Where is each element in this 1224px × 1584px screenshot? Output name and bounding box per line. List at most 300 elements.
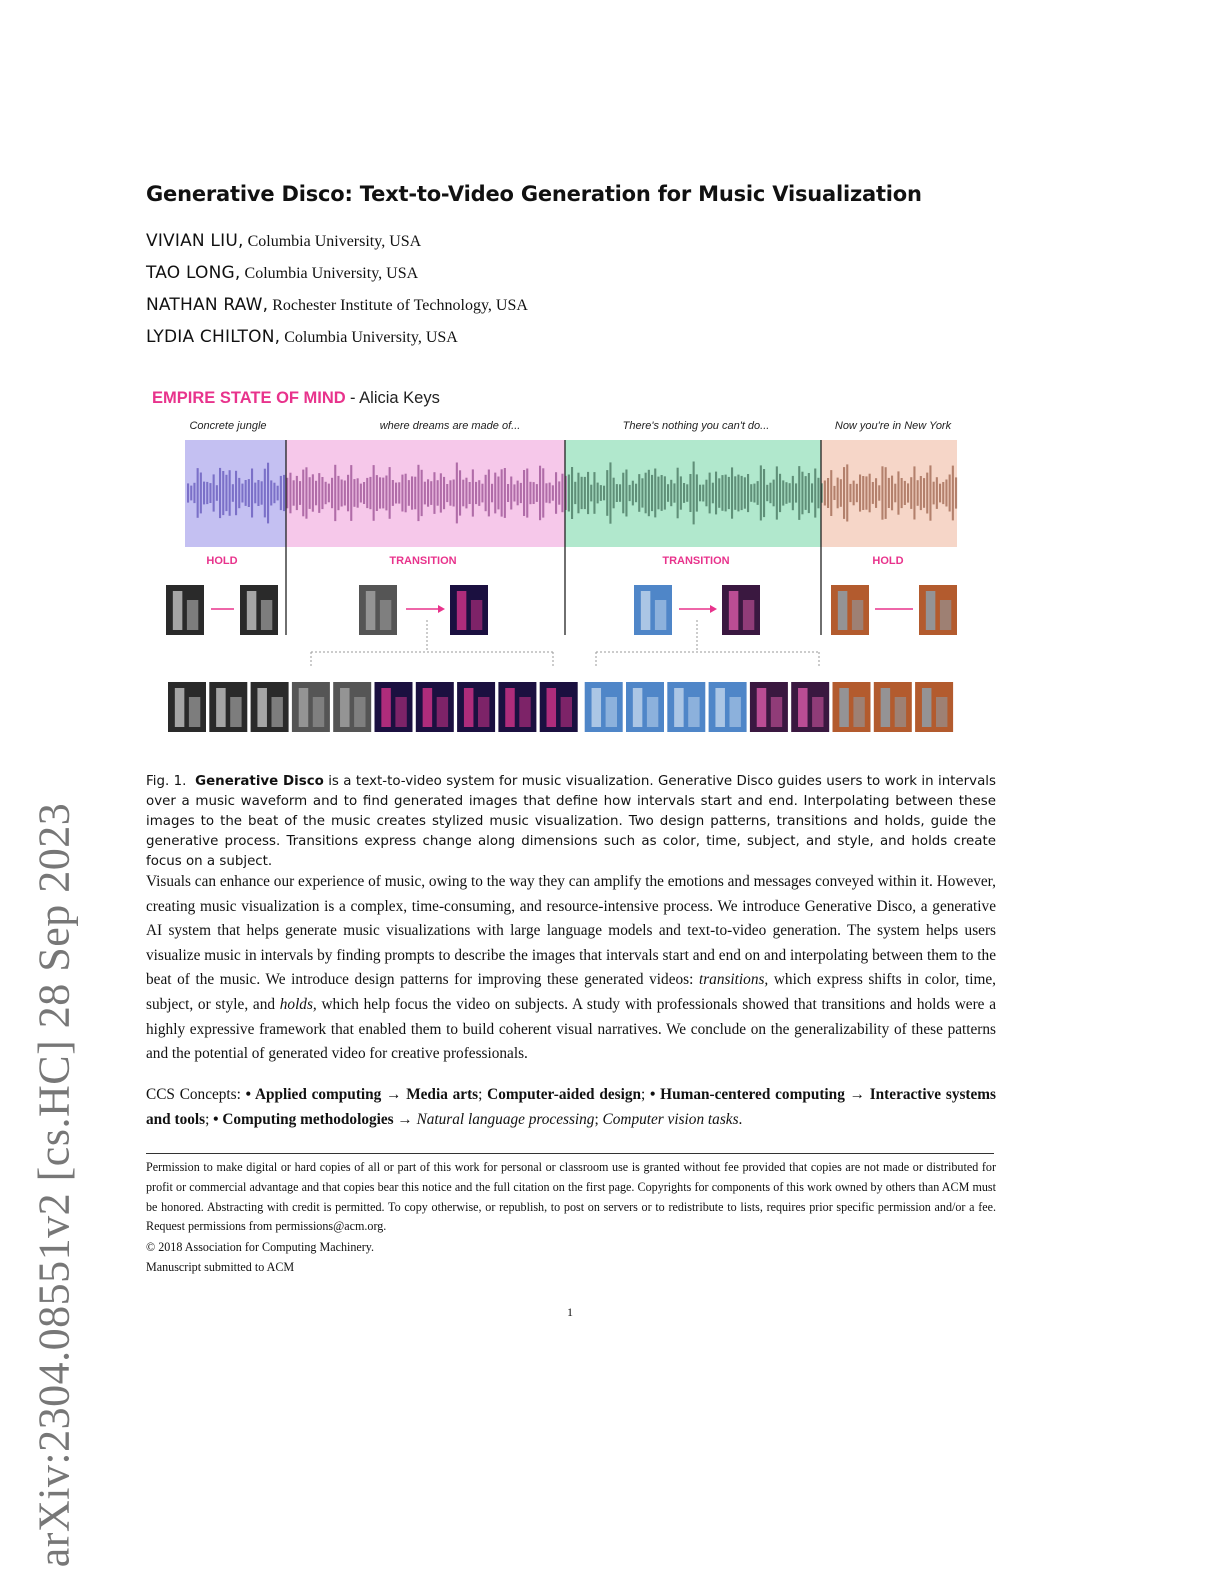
waveform-bar [571, 467, 573, 519]
lyric-label: Concrete jungle [189, 420, 267, 432]
waveform-bar [225, 475, 227, 511]
interpolated-frame [915, 682, 953, 732]
permission-notice: Permission to make digital or hard copies of all or part of this work for personal or classroom use is granted without fee provided that copies are not made or distributed for profit or commercial advantage and that copies bear this notice and the full citation on the first page. Copyrights for components of this work owned by others than ACM must be honored. Abstracting with credit is permitted. To copy otherwise, or republish, to post on servers or to redistribute to lists, requires prior specific permission and/or a fee. Request permissions from permissions@acm.org. [146, 1160, 996, 1234]
waveform-bar [555, 472, 557, 514]
waveform-bar [494, 473, 496, 514]
waveform-bar [792, 476, 794, 510]
waveform-bar [353, 479, 355, 507]
ccs-term: Computer-aided design [487, 1086, 641, 1103]
waveform-bar [232, 484, 234, 502]
waveform-bar [545, 483, 547, 502]
waveform-bar [510, 477, 512, 510]
waveform-bar [203, 482, 205, 505]
waveform-bar [341, 480, 343, 507]
waveform-bar [533, 482, 535, 504]
waveform-bar [936, 477, 938, 509]
waveform-bar [664, 476, 666, 509]
waveform-bar [366, 478, 368, 508]
waveform-bar [315, 481, 317, 506]
waveform-bar [715, 472, 717, 515]
transition-arrowhead [438, 605, 445, 613]
author-entry [146, 229, 528, 261]
waveform-bar [443, 477, 445, 509]
waveform-bar [737, 475, 739, 512]
waveform-bar [267, 463, 269, 524]
waveform-bar [539, 466, 541, 521]
ccs-arrow: → [844, 1086, 870, 1103]
interpolated-frame [540, 682, 578, 732]
waveform-bar [497, 477, 499, 510]
waveform-bar [629, 485, 631, 501]
waveform-bar [693, 462, 695, 525]
author-affiliation: Columbia University, USA [244, 265, 419, 282]
waveform-bar [744, 477, 746, 508]
interpolated-frame [874, 682, 912, 732]
waveform-bar [753, 484, 755, 503]
waveform-bar [209, 483, 211, 503]
waveform-bar [491, 484, 493, 503]
waveform-bar [721, 475, 723, 511]
waveform-bar [395, 483, 397, 504]
author-entry [146, 261, 528, 293]
ccs-separator: ; [478, 1086, 488, 1103]
waveform-bar [766, 485, 768, 501]
keyframe-images [166, 585, 957, 635]
waveform-bar [929, 465, 931, 520]
waveform-bar [501, 469, 503, 516]
figure-1 [148, 382, 968, 742]
waveform-bar [814, 469, 816, 518]
waveform-bar [910, 477, 912, 509]
waveform-bar [833, 486, 835, 500]
waveform-bar [757, 481, 759, 505]
ccs-term: Natural language processing [416, 1110, 595, 1128]
waveform-bar [398, 482, 400, 503]
waveform-bar [526, 469, 528, 518]
waveform-bar [382, 478, 384, 509]
waveform-bar [725, 475, 727, 512]
waveform-bar [897, 471, 899, 514]
waveform-bar [763, 469, 765, 517]
waveform-bar [401, 475, 403, 512]
waveform-bar [798, 466, 800, 520]
waveform-bar [875, 478, 877, 508]
waveform-bar [577, 473, 579, 514]
waveform-bar [433, 472, 435, 514]
author-entry [146, 293, 528, 325]
waveform-bar [325, 482, 327, 504]
waveform-bar [293, 480, 295, 505]
waveform-bar [846, 464, 848, 521]
waveform-bar [520, 483, 522, 503]
waveform-bar [849, 484, 851, 502]
abstract-emphasis: transitions, [698, 971, 769, 989]
abstract-text: which express shifts in color, time, subject, or style, and [146, 971, 996, 1013]
interpolated-frame [750, 682, 788, 732]
interpolated-frame [667, 682, 705, 732]
author-affiliation: Rochester Institute of Technology, USA [272, 297, 528, 314]
author-name: NATHAN RAW, [146, 295, 269, 315]
waveform-bar [843, 467, 845, 519]
waveform-bar [801, 472, 803, 515]
waveform-bar [238, 478, 240, 508]
waveform-bar [549, 483, 551, 504]
waveform-bar [917, 480, 919, 506]
interpolated-frame [791, 682, 829, 732]
waveform-bar [747, 474, 749, 512]
interpolated-frame [333, 682, 371, 732]
author-name: LYDIA CHILTON, [146, 327, 281, 347]
author-affiliation: Columbia University, USA [247, 233, 422, 250]
waveform-bar [408, 480, 410, 506]
keyframe-thumbnail [450, 585, 488, 635]
waveform-bar [648, 470, 650, 516]
ccs-arrow: → [393, 1110, 417, 1128]
keyframe-thumbnail [240, 585, 278, 635]
song-title: EMPIRE STATE OF MIND [152, 389, 346, 407]
waveform-bar [885, 467, 887, 519]
waveform-bar [405, 474, 407, 513]
waveform-bar [920, 476, 922, 510]
waveform-bar [913, 466, 915, 519]
waveform-bar [728, 477, 730, 509]
waveform-bar [200, 473, 202, 514]
waveform-bar [894, 484, 896, 503]
author-entry [146, 325, 528, 357]
footnote-rule [146, 1153, 994, 1154]
ccs-separator: ; [640, 1086, 651, 1103]
waveform-bar [593, 472, 595, 514]
waveform-bar [523, 470, 525, 516]
waveform-bar [328, 484, 330, 503]
waveform-bar [193, 483, 195, 503]
ccs-term: • Applied computing [245, 1086, 382, 1103]
waveform-bar [600, 485, 602, 501]
transition-arrowhead [710, 605, 717, 613]
waveform-bar [347, 475, 349, 512]
waveform-bar [213, 474, 215, 511]
keyframe-thumbnail [166, 585, 204, 635]
waveform-bar [942, 482, 944, 504]
waveform-bar [472, 469, 474, 516]
waveform-bar [782, 480, 784, 505]
waveform-bar [853, 481, 855, 506]
waveform-bar [632, 481, 634, 506]
waveform-bar [760, 465, 762, 520]
waveform-bar [923, 478, 925, 508]
waveform-bar [670, 480, 672, 506]
waveform-bar [465, 478, 467, 509]
ccs-term: • Human-centered computing [650, 1086, 845, 1103]
waveform-bar [270, 480, 272, 505]
interpolated-frame [416, 682, 454, 732]
author-name: TAO LONG, [146, 263, 241, 283]
waveform-bar [702, 485, 704, 502]
waveform-bar [574, 482, 576, 504]
page-number: 1 [567, 1305, 573, 1319]
waveform-bar [718, 478, 720, 508]
waveform-bar [488, 470, 490, 517]
waveform-bar [536, 484, 538, 502]
waveform-bar [811, 483, 813, 502]
keyframe-thumbnail [359, 585, 397, 635]
waveform-bar [949, 475, 951, 512]
waveform-bar [424, 482, 426, 505]
lyric-label: There's nothing you can't do... [622, 420, 770, 432]
waveform-bar [302, 470, 304, 517]
waveform-bar [856, 484, 858, 502]
waveform-bar [830, 470, 832, 516]
waveform-bar [289, 473, 291, 514]
waveform-bar [363, 482, 365, 504]
waveform-bar [872, 482, 874, 504]
waveform-bar [699, 485, 701, 502]
waveform-bar [264, 469, 266, 518]
waveform-bar [430, 481, 432, 505]
waveform-bar [321, 477, 323, 509]
waveform-bar [891, 476, 893, 511]
waveform-bar [376, 475, 378, 511]
waveform-bar [331, 478, 333, 508]
waveform-bar [453, 480, 455, 507]
pattern-label-hold: HOLD [872, 555, 904, 567]
keyframe-thumbnail [919, 585, 957, 635]
waveform-bar [878, 485, 880, 500]
waveform-bar [667, 484, 669, 502]
waveform-bar [789, 483, 791, 503]
waveform-bar [417, 465, 419, 521]
waveform-bar [795, 483, 797, 502]
arxiv-identifier: arXiv:2304.08551v2 [cs.HC] 28 Sep 2023 [29, 802, 79, 1568]
waveform-bar [379, 477, 381, 508]
waveform-bar [712, 483, 714, 504]
waveform-bar [955, 477, 957, 508]
waveform-bar [645, 473, 647, 514]
waveform-bar [222, 471, 224, 515]
waveform-bar [939, 484, 941, 503]
waveform-bar [312, 474, 314, 511]
pattern-label-transition: TRANSITION [389, 555, 457, 567]
keyframe-thumbnail [722, 585, 760, 635]
pattern-label-hold: HOLD [206, 555, 238, 567]
pattern-label-transition: TRANSITION [662, 555, 730, 567]
waveform-bar [392, 480, 394, 506]
waveform-bar [661, 475, 663, 511]
waveform-bar [609, 462, 611, 523]
waveform-bar [680, 476, 682, 509]
waveform-bar [552, 485, 554, 500]
ccs-separator: ; [205, 1110, 214, 1128]
waveform-bar [504, 468, 506, 518]
waveform-bar [865, 476, 867, 509]
ccs-arrow: → [381, 1086, 407, 1103]
waveform-bar [683, 483, 685, 503]
waveform-bar [881, 466, 883, 519]
waveform-bar [357, 478, 359, 507]
waveform-bar [709, 473, 711, 514]
keyframe-thumbnail [831, 585, 869, 635]
waveform-bar [517, 481, 519, 506]
waveform-bar [817, 478, 819, 509]
waveform-bar [584, 477, 586, 509]
waveform-bar [485, 475, 487, 511]
paper-title: Generative Disco: Text-to-Video Generation for Music Visualization [146, 182, 922, 206]
waveform-bar [840, 479, 842, 507]
ccs-term: Interactive systems and tools [146, 1086, 996, 1128]
author-list [146, 229, 528, 357]
waveform-bar [673, 483, 675, 502]
waveform-bar [619, 484, 621, 502]
waveform-bar [437, 480, 439, 506]
waveform-bar [280, 476, 282, 510]
waveform-bar [785, 482, 787, 504]
waveform-bar [229, 470, 231, 516]
waveform-bar [837, 478, 839, 509]
caption-label: Fig. 1. [146, 774, 187, 789]
waveform-bar [597, 483, 599, 504]
interpolated-frame [709, 682, 747, 732]
waveform-bar [478, 480, 480, 506]
waveform-bar [507, 484, 509, 502]
ccs-concepts [146, 1083, 996, 1132]
waveform-bar [241, 484, 243, 503]
waveform-bar [769, 483, 771, 504]
waveform-bar [385, 476, 387, 511]
waveform-bar [952, 466, 954, 521]
waveform-bar [318, 473, 320, 513]
waveform-bar [859, 475, 861, 512]
author-name: VIVIAN LIU, [146, 231, 244, 251]
ccs-term: Computer vision tasks [602, 1110, 739, 1128]
interpolated-frame [833, 682, 871, 732]
waveform-bar [309, 477, 311, 509]
waveform-bar [235, 471, 237, 515]
waveform-bar [869, 474, 871, 513]
interpolated-frame [626, 682, 664, 732]
waveform-bar [590, 485, 592, 502]
waveform-bar [475, 482, 477, 504]
waveform-bar [305, 467, 307, 518]
caption-text: is a text-to-video system for music visualization. Generative Disco guides users to work in intervals over a music waveform and to find generated images that define how intervals start and end. Interpolating between these images to the beat of the music creates stylized music visualization. Two design patterns, transitions and holds, guide the generative process. Transitions express change along dimensions such as color, time, subject, and style, and holds create focus on a subject. [146, 774, 996, 869]
waveform-bar [245, 480, 247, 506]
waveform-bar [469, 482, 471, 504]
waveform-bar [568, 475, 570, 512]
waveform-bar [257, 480, 259, 506]
waveform-bar [558, 481, 560, 504]
waveform-bar [440, 473, 442, 512]
waveform-bar [254, 483, 256, 504]
waveform-bar [411, 476, 413, 509]
waveform-bar [776, 466, 778, 519]
ccs-separator: ; [594, 1110, 603, 1128]
abstract-text: Visuals can enhance our experience of music, owing to the way they can amplify the emotions and messages conveyed within it. However, creating music visualization is a complex, time-consuming, and resource-intensive process. We introduce Generative Disco, a generative AI system that helps generate music visualizations with large language models and text-to-video generation. The system helps users visualize music in intervals by finding prompts to describe the images that intervals start and end on and interpolating between them to the beat of the music. We introduce design patterns for improving these generated videos: [146, 873, 996, 989]
ccs-label: CCS Concepts: [146, 1086, 246, 1103]
waveform-bar [750, 484, 752, 502]
waveform-bar [827, 478, 829, 508]
waveform-bar [190, 486, 192, 501]
waveform-bar [389, 467, 391, 519]
interpolated-frame [585, 682, 623, 732]
waveform-bar [824, 481, 826, 506]
waveform-bar [581, 477, 583, 509]
waveform-bar [862, 476, 864, 510]
waveform-bar [638, 474, 640, 512]
waveform-bar [283, 475, 285, 511]
waveform-bar [462, 480, 464, 507]
waveform-bar [427, 479, 429, 506]
waveform-bar [773, 480, 775, 507]
interpolated-frame [292, 682, 330, 732]
author-affiliation: Columbia University, USA [284, 329, 458, 346]
caption-lead: Generative Disco [195, 774, 324, 789]
waveform-bar [808, 473, 810, 513]
waveform-bar [277, 486, 279, 501]
waveform-bar [616, 484, 618, 502]
interpolated-frame [457, 682, 495, 732]
waveform-bar [414, 477, 416, 510]
waveform-bar [651, 475, 653, 511]
waveform-bar [206, 482, 208, 504]
waveform-bar [734, 476, 736, 510]
waveform-bar [805, 476, 807, 510]
waveform-bar [360, 484, 362, 503]
waveform-bar [705, 480, 707, 507]
waveform-bar [344, 481, 346, 506]
interpolated-frame [168, 682, 206, 732]
ccs-term: • Computing methodologies [213, 1110, 394, 1128]
waveform-bar [197, 468, 199, 518]
waveform-bar [625, 470, 627, 517]
waveform-bar [296, 476, 298, 510]
waveform-bar [641, 478, 643, 507]
waveform-bar [456, 463, 458, 524]
arxiv-stamp [20, 420, 88, 1568]
waveform-bar [513, 484, 515, 501]
waveform-bar [731, 467, 733, 518]
waveform-bar [542, 468, 544, 517]
waveform-figure [148, 382, 968, 742]
waveform-bar [587, 472, 589, 514]
waveform-bar [350, 465, 352, 521]
waveform-bar [904, 481, 906, 505]
waveform-bar [686, 484, 688, 502]
lyric-label: Now you're in New York [834, 420, 952, 432]
waveform-bar [251, 469, 253, 518]
waveform-bar [741, 476, 743, 510]
figure-caption [146, 772, 996, 872]
waveform-bar [689, 474, 691, 512]
song-artist: - Alicia Keys [350, 389, 440, 407]
abstract [146, 870, 996, 1067]
copyright-block [146, 1238, 374, 1278]
waveform-bar [334, 465, 336, 521]
waveform-bar [373, 465, 375, 521]
waveform-bar [907, 483, 909, 502]
waveform-bar [219, 468, 221, 518]
waveform-bar [561, 474, 563, 513]
waveform-bar [446, 484, 448, 502]
waveform-bar [613, 478, 615, 509]
waveform-bar [273, 483, 275, 504]
interpolated-frame [375, 682, 413, 732]
waveform-bar [248, 479, 250, 507]
waveform-bar [696, 474, 698, 511]
waveform-bar [606, 470, 608, 516]
interpolated-frames [168, 682, 953, 732]
waveform-bar [481, 484, 483, 503]
waveform-bar [299, 481, 301, 505]
waveform-bar [337, 476, 339, 510]
